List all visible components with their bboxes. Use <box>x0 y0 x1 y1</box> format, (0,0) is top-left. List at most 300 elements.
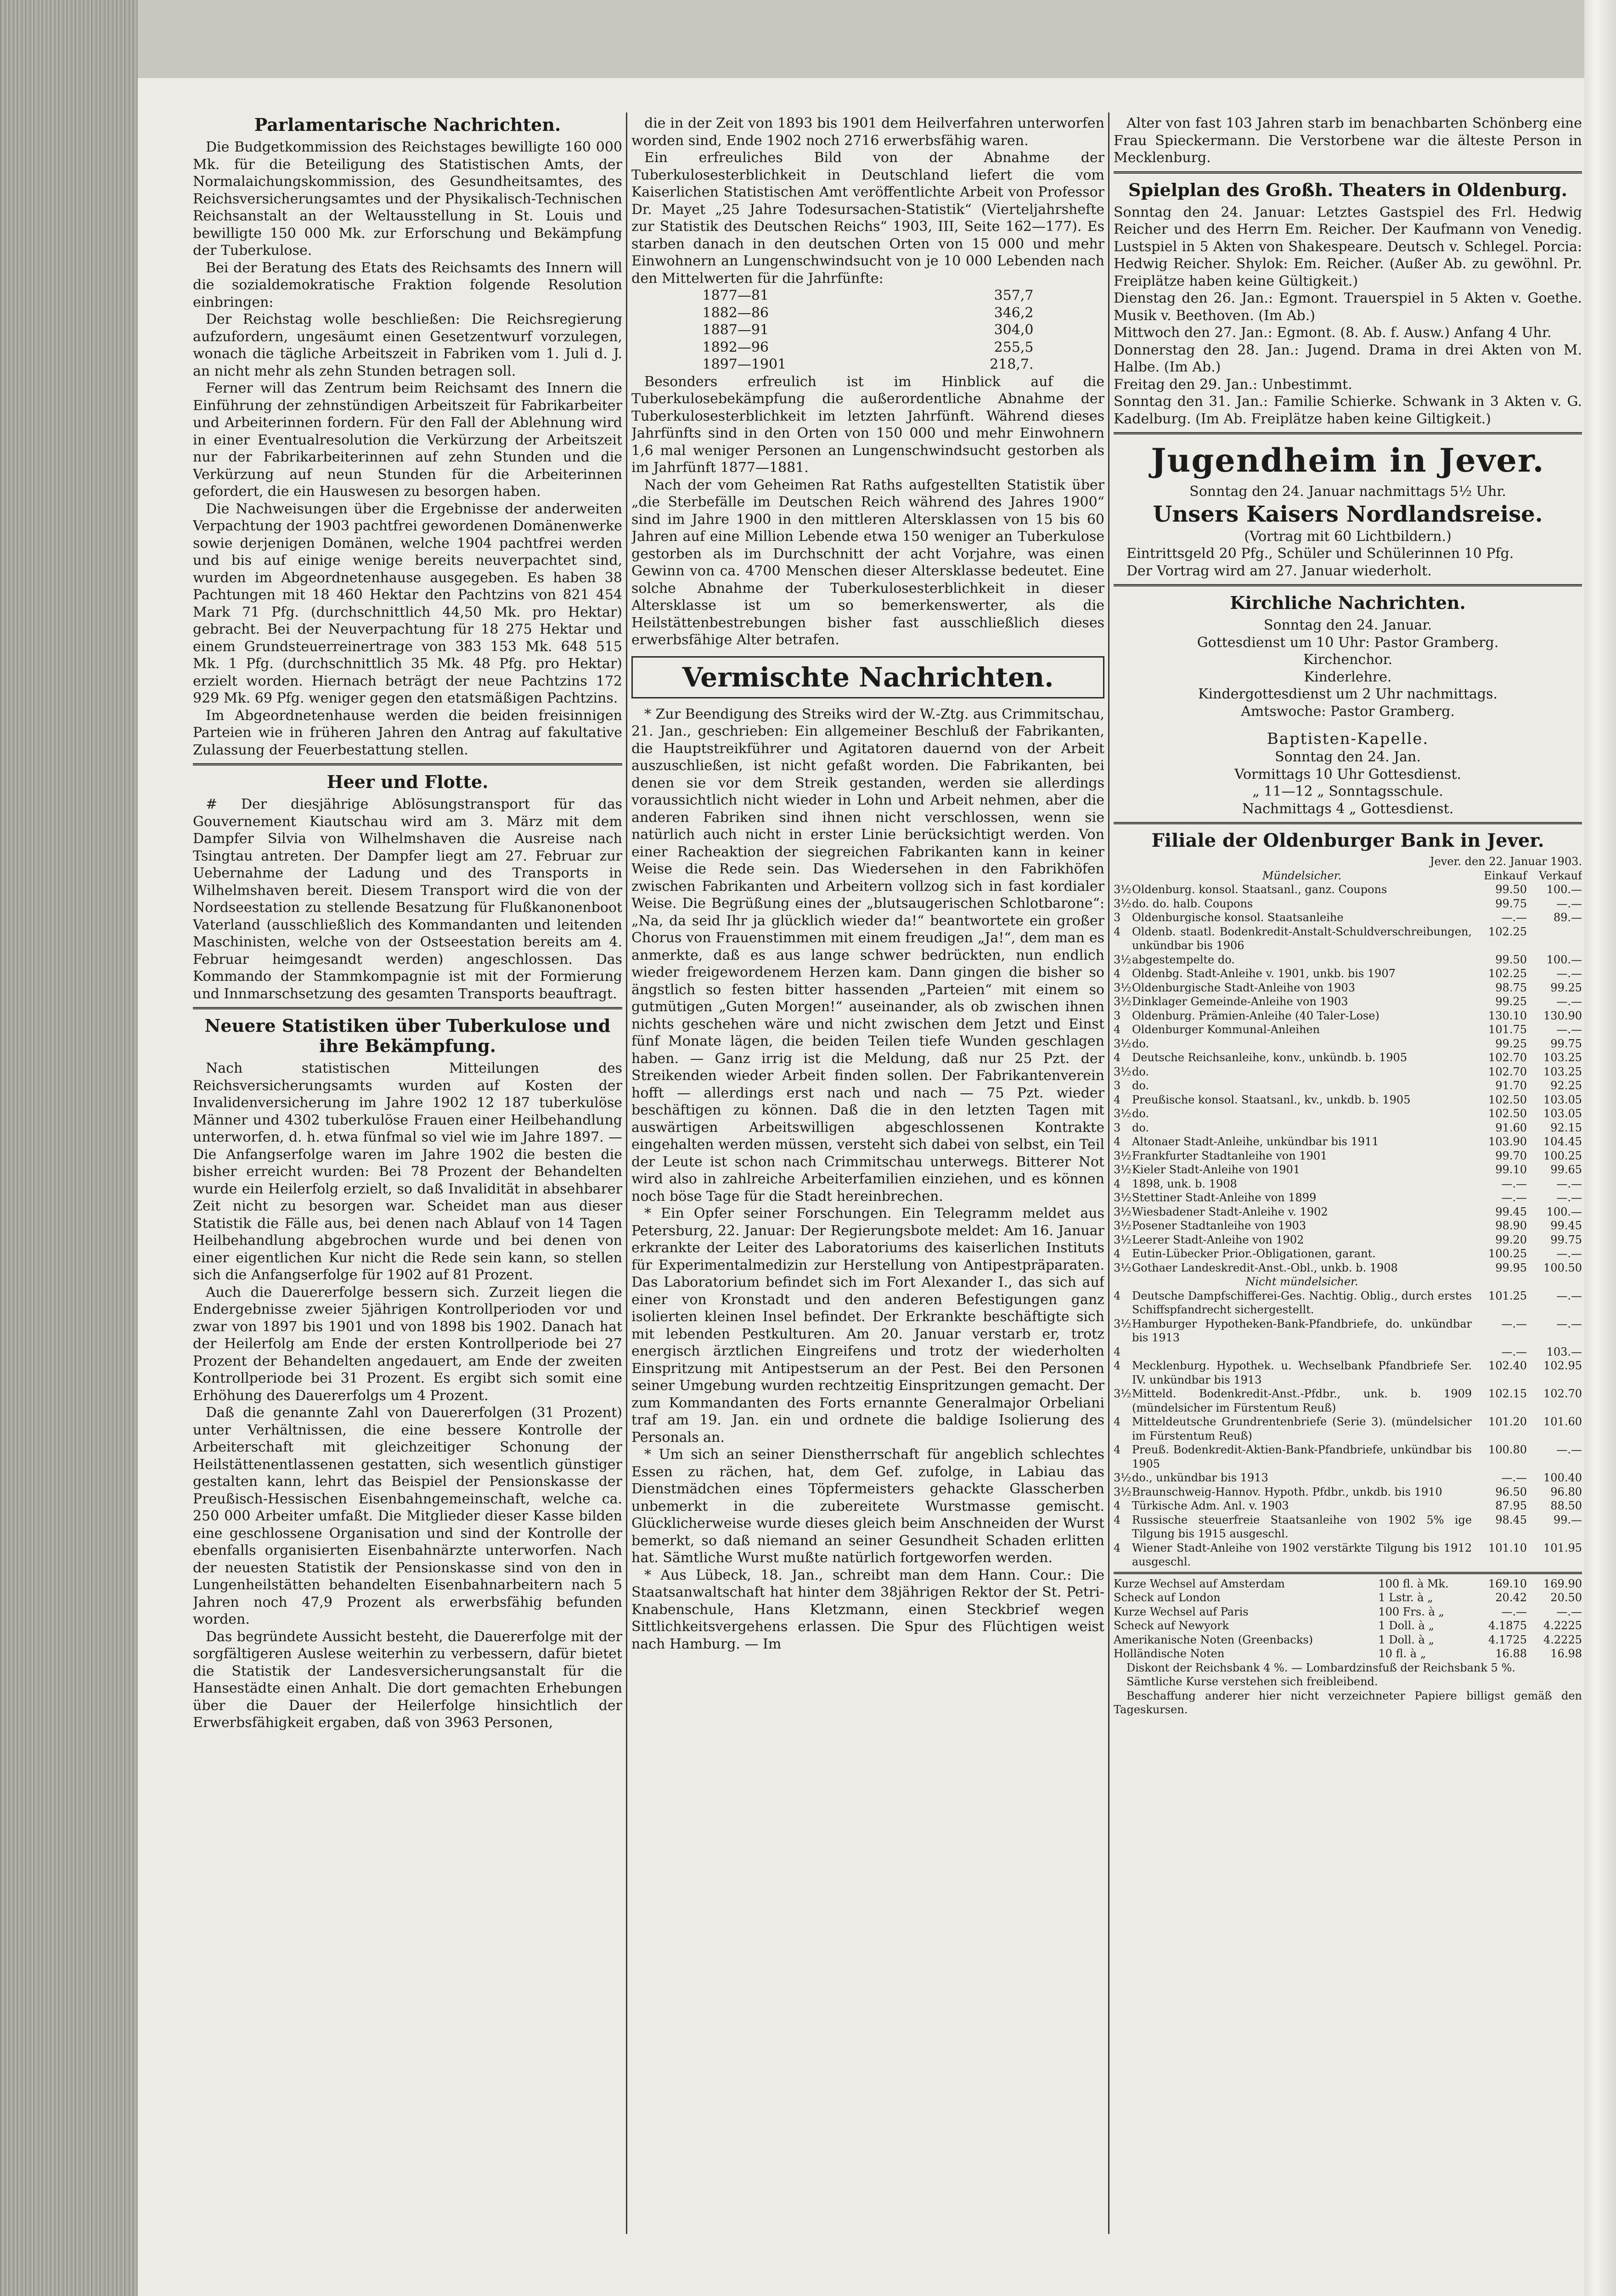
section-divider <box>193 763 622 765</box>
section-heading-tuberkulose: Neuere Statistiken über Tuberkulose und ihre Bekämpfung. <box>204 1015 611 1056</box>
column-header: Verkauf <box>1539 869 1582 882</box>
value-cell: 304,0 <box>994 322 1034 338</box>
fx-value-cell: 4.2225 <box>1543 1619 1582 1632</box>
rate-cell: 4 <box>1114 967 1121 980</box>
paragraph: Besonders erfreulich ist im Hinblick auf die Tuberkulosebekämpfung die außerordentliche Abnahme der Tuberkulosesterblichkeit im letzten Jahrfünft. Während dieses Jahrfünfts sind in den Orten von 150 000 und mehr Einwohnern 1,6 mal weniger Personen an Lungenschwindsucht gestorben als im Jahrfünft 1877—1881. <box>631 373 1104 476</box>
book-binding <box>0 0 138 2296</box>
security-cell: Oldenb. staatl. Bodenkredit-Anstalt-Schuldverschreibungen, unkündbar bis 1906 <box>1132 925 1472 952</box>
table-row <box>1114 1219 1582 1233</box>
price-cell <box>1527 925 1582 953</box>
security-cell: Gothaer Landeskredit-Anst.-Obl., unkb. b. 1908 <box>1132 1261 1398 1274</box>
security-cell: do. <box>1132 1121 1149 1134</box>
table-row <box>1114 1163 1582 1177</box>
paragraph: Der Reichstag wolle beschließen: Die Reichsregierung aufzufordern, ungesäumt einen Gesetzentwurf vorzulegen, wonach die tägliche Arbeitszeit in Fabriken vom 1. Juli d. J. an nicht mehr als zehn Stunden betragen soll. <box>193 311 622 379</box>
table-row <box>1114 911 1582 925</box>
table-row <box>1114 1359 1582 1387</box>
table-row <box>1114 1135 1582 1149</box>
theater-schedule <box>1114 204 1582 428</box>
table-row <box>1114 1289 1582 1317</box>
bank-rows-2 <box>1114 1289 1582 1569</box>
value-cell: 346,2 <box>994 304 1034 321</box>
price-cell: 87.95 <box>1495 1499 1527 1512</box>
rate-cell: 3½ <box>1114 1191 1132 1204</box>
price-cell: 99.50 <box>1495 883 1527 896</box>
paragraph: * Ein Opfer seiner Forschungen. Ein Telegramm meldet aus Petersburg, 22. Januar: Der Regierungsbote meldet: Am 16. Januar erkrankte der Leiter des Laboratoriums des kaiserlichen Instituts für Experimentalmedizin zur Herstellung von Antipestpräparaten. Das Laboratorium befindet sich im Fort Alexander I., das sich auf einer von Kronstadt und den anderen Befestigungen ganz isolierten kleinen Insel befindet. Der Erkrankte beschäftigte sich mit lebenden Pestkulturen. Am 20. Januar verstarb er, trotz energisch ärztlichen Eingreifens und trotz der wiederholten Einspritzung mit Antipestserum an der Pest. Bei den Personen seiner Umgebung wurden rechtzeitig Einspritzungen gemacht. Der zum Kommandanten des Forts ernannte Generalmajor Orbeliani traf am 19. Jan. ein und ordnete die baldige Isolierung des Personals an. <box>631 1205 1104 1446</box>
security-cell: Deutsche Dampfschifferei-Ges. Nachtig. Oblig., durch erstes Schiffspfandrecht sichergestellt. <box>1132 1289 1472 1316</box>
price-cell: 102.50 <box>1488 1093 1527 1106</box>
paragraph: Im Abgeordnetenhause werden die beiden freisinnigen Parteien wie in früheren Jahren den Antrag auf fakultative Zulassung der Feuerbestattung stellen. <box>193 707 622 758</box>
price-cell: 99.25 <box>1495 995 1527 1008</box>
price-cell: 98.45 <box>1495 1513 1527 1526</box>
rate-cell: 4 <box>1114 1247 1121 1260</box>
price-cell: 130.90 <box>1543 1009 1582 1022</box>
years-cell: 1892—96 <box>702 339 769 355</box>
price-cell: 102.40 <box>1488 1359 1527 1372</box>
price-cell: 99.70 <box>1495 1149 1527 1162</box>
table-row <box>703 339 1034 356</box>
price-cell: 99.25 <box>1495 1037 1527 1050</box>
schedule-item: Mittwoch den 27. Jan.: Egmont. (8. Ab. f. Ausw.) Anfang 4 Uhr. <box>1114 325 1552 341</box>
price-cell: 101.20 <box>1488 1415 1527 1428</box>
table-row <box>1114 1205 1582 1219</box>
rate-cell: 4 <box>1114 1177 1121 1190</box>
fx-row <box>1114 1591 1582 1605</box>
church-line: Amtswoche: Pastor Gramberg. <box>1241 703 1455 720</box>
price-cell: 98.90 <box>1495 1219 1527 1232</box>
security-cell: Preuß. Bodenkredit-Aktien-Bank-Pfandbriefe, unkündbar bis 1905 <box>1132 1443 1472 1470</box>
fx-label-cell: Amerikanische Noten (Greenbacks) <box>1114 1633 1313 1646</box>
section-divider <box>1114 171 1582 174</box>
rate-cell: 4 <box>1114 1415 1121 1428</box>
rate-cell: 3½ <box>1114 1387 1132 1400</box>
table-row <box>1114 1387 1582 1415</box>
price-cell: 92.15 <box>1550 1121 1582 1134</box>
years-cell: 1877—81 <box>702 287 769 304</box>
column-rule-2 <box>1108 113 1109 2234</box>
page-edge <box>1584 0 1616 2296</box>
paragraph: Das begründete Aussicht besteht, die Dauererfolge mit der sorgfältigeren Auslese weiterhin zu verbessern, dafür bietet die Statistik der Landesversicherungsanstalt für die Hansestädte einen Anhalt. Die dort gemachten Erhebungen über die Dauer der Heilerfolge hinsichtlich der Erwerbsfähigkeit ergaben, daß von 3963 Personen, <box>193 1628 622 1731</box>
years-cell: 1887—91 <box>702 322 769 338</box>
security-cell: Leerer Stadt-Anleihe von 1902 <box>1132 1233 1304 1246</box>
price-cell: 99.50 <box>1495 953 1527 966</box>
table-row <box>703 287 1034 304</box>
security-cell: Türkische Adm. Anl. v. 1903 <box>1132 1499 1289 1512</box>
price-cell: 103.90 <box>1488 1135 1527 1148</box>
rate-cell: 3½ <box>1114 1219 1132 1232</box>
schedule-item: Sonntag den 24. Januar: Letztes Gastspiel des Frl. Hedwig Reicher und des Herrn Em. Reicher. Der Kaufmann von Venedig. Lustspiel in 5 Akten von Shakespeare. Deutsch v. Schlegel. Porcia: Hedwig Reicher. Shylok: Em. Reicher. (Außer Ab. zu gewöhnl. Pr. Freiplätze haben keine Gültigkeit.) <box>1114 204 1582 289</box>
fx-label-cell: 1 Lstr. à „ <box>1378 1591 1433 1604</box>
bank-quotes <box>1114 855 1582 1717</box>
fx-value-cell: 169.90 <box>1543 1577 1582 1590</box>
security-cell: Dinklager Gemeinde-Anleihe von 1903 <box>1132 995 1348 1008</box>
rate-cell: 3½ <box>1114 953 1132 966</box>
security-cell: Wiesbadener Stadt-Anleihe v. 1902 <box>1132 1205 1328 1218</box>
security-cell: Frankfurter Stadtanleihe von 1901 <box>1132 1149 1328 1162</box>
price-cell: —.— <box>1501 911 1527 924</box>
table-row <box>1114 1121 1582 1135</box>
church-line: Kinderlehre. <box>1304 669 1392 685</box>
church-line: Sonntag den 24. Januar. <box>1263 617 1432 633</box>
rate-cell: 3 <box>1114 1121 1121 1134</box>
table-row <box>1114 1093 1582 1107</box>
announcement-line: Sonntag den 24. Januar nachmittags 5½ Uhr. <box>1189 484 1506 500</box>
schedule-item: Donnerstag den 28. Jan.: Jugend. Drama in drei Akten von M. Halbe. (Im Ab.) <box>1114 342 1582 375</box>
paragraph: * Um sich an seiner Dienstherrschaft für angeblich schlechtes Essen zu rächen, hat, dem Gef. zufolge, in Labiau das Dienstmädchen eines Töpfermeisters gehackte Glasscherben unbemerkt in die zubereitete Wurstmasse gemischt. Glücklicherweise wurde dieses gleich beim Anschneiden der Wurst bemerkt, so daß niemand an seiner Gesundheit Schaden erlitten hat. Sämtliche Wurst mußte natürlich fortgeworfen werden. <box>631 1446 1104 1566</box>
security-cell: Oldenburg. konsol. Staatsanl., ganz. Coupons <box>1132 883 1387 896</box>
church-line: Gottesdienst um 10 Uhr: Pastor Gramberg. <box>1197 634 1499 651</box>
security-cell: Oldenburgische konsol. Staatsanleihe <box>1132 911 1344 924</box>
paragraph: Nach statistischen Mitteilungen des Reichsversicherungsamts wurden auf Kosten der Invalidenversicherung im Jahre 1902 12 187 tuberkulöse Männer und 4302 tuberkulöse Frauen einer Heilbehandlung unterworfen, d. h. etwa fünfmal so viel wie im Jahre 1897. — Die Anfangserfolge waren im Jahre 1902 die besten die bisher erreicht wurden: Bei 78 Prozent der Behandelten wurde ein Heilerfolg erzielt, so daß Invalidität in absehbarer Zeit nicht zu besorgen war. Scheidet man aus dieser Statistik die Fälle aus, bei denen nach Ablauf von 14 Tagen Heilbehandlung abgebrochen wurde und bei denen von einer eigentlichen Kur nicht die Rede sein kann, so stellen sich die Anfangserfolge für 1902 auf 81 Prozent. <box>193 1060 622 1283</box>
price-cell: 101.95 <box>1543 1541 1582 1554</box>
schedule-item: Freitag den 29. Jan.: Unbestimmt. <box>1114 376 1352 393</box>
baptist-line: Nachmittags 4 „ Gottesdienst. <box>1242 800 1454 817</box>
column-1 <box>193 115 622 2250</box>
rate-cell: 3 <box>1114 1079 1121 1092</box>
table-row <box>1114 1009 1582 1023</box>
rate-cell: 4 <box>1114 1513 1121 1526</box>
rate-cell: 4 <box>1114 1443 1121 1456</box>
price-cell: 99.65 <box>1550 1163 1582 1176</box>
table-row <box>1114 981 1582 995</box>
rate-cell: 3½ <box>1114 981 1132 994</box>
rate-cell: 4 <box>1114 1093 1121 1106</box>
bank-date: Jever. den 22. Januar 1903. <box>1430 855 1582 868</box>
table-row <box>1114 897 1582 911</box>
table-row <box>1114 995 1582 1009</box>
price-cell: 99.10 <box>1495 1163 1527 1176</box>
price-cell: 91.70 <box>1495 1079 1527 1092</box>
price-cell: 99.25 <box>1550 981 1582 994</box>
section-heading-parlament: Parlamentarische Nachrichten. <box>254 115 561 135</box>
paragraph: # Der diesjährige Ablösungstransport für das Gouvernement Kiautschau wird am 3. März mit dem Dampfer Silvia von Wilhelmshaven die Ausreise nach Tsingtau antreten. Der Dampfer liegt am 27. Februar zur Uebernahme der Ladung und des Transports in Wilhelmshaven bereit. Diesem Transport wird die von der Nordseestation zu stellende Besatzung für Flußkanonenboot Vaterland (ausschließlich des Kommandanten und leitenden Maschinisten, welche von der Ostseestation bereits am 4. Februar heimgesandt werden) angeschlossen. Das Kommando der Stammkompagnie ist mit der Formierung und Innmarschsetzung des gesamten Transports beauftragt. <box>193 796 622 1002</box>
security-cell: Mecklenburg. Hypothek. u. Wechselbank Pfandbriefe Ser. IV. unkündbar bis 1913 <box>1132 1359 1472 1386</box>
table-row <box>1114 953 1582 967</box>
rate-cell: 3½ <box>1114 1037 1132 1050</box>
fx-value-cell: —.— <box>1556 1605 1582 1618</box>
security-cell: Mitteld. Bodenkredit-Anst.-Pfdbr., unk. b. 1909 (mündelsicher im Fürstentum Reuß) <box>1132 1387 1472 1414</box>
paragraph: Auch die Dauererfolge bessern sich. Zurzeit liegen die Endergebnisse zweier 5jährigen Kontrollperioden vor und zwar von 1897 bis 1901 und von 1898 bis 1902. Danach hat der Heilerfolg am Ende der ersten Kontrollperiode bei 27 Prozent der Behandelten angedauert, am Ende der zweiten Kontrollperiode bei 31 Prozent. Es ergibt sich somit eine Erhöhung des Dauererfolgs um 4 Prozent. <box>193 1284 622 1404</box>
fx-label-cell: 1 Doll. à „ <box>1378 1619 1434 1632</box>
section-divider <box>1114 1572 1582 1574</box>
price-cell: 102.95 <box>1543 1359 1582 1372</box>
security-cell: Stettiner Stadt-Anleihe von 1899 <box>1132 1191 1317 1204</box>
fx-label-cell: Holländische Noten <box>1114 1647 1225 1660</box>
price-cell: 100.40 <box>1543 1471 1582 1484</box>
price-cell: 99.95 <box>1495 1261 1527 1274</box>
price-cell: —.— <box>1556 1023 1582 1036</box>
security-cell: Wiener Stadt-Anleihe von 1902 verstärkte Tilgung bis 1912 ausgeschl. <box>1132 1541 1472 1568</box>
bank-note: Diskont der Reichsbank 4 %. — Lombardzinsfuß der Reichsbank 5 %. <box>1126 1661 1515 1674</box>
table-header <box>1114 869 1582 883</box>
security-cell: Oldenburg. Prämien-Anleihe (40 Taler-Lose) <box>1132 1009 1380 1022</box>
table-row <box>1114 1247 1582 1261</box>
paragraph: Ein erfreuliches Bild von der Abnahme der Tuberkulosesterblichkeit in Deutschland liefert die vom Kaiserlichen Statistischen Amt veröffentlichte Arbeit von Professor Dr. Mayet „25 Jahre Todesursachen-Statistik“ (Vierteljahrshefte zur Statistik des Deutschen Reichs“ 1903, III, Seite 162—177). Es starben danach in den deutschen Orten von 15 000 und mehr Einwohnern an Lungenschwindsucht von je 10 000 Lebenden nach den Mittelwerten für die Jahrfünfte: <box>631 150 1104 287</box>
security-cell: do. <box>1132 1037 1149 1050</box>
table-row <box>1114 1037 1582 1051</box>
table-row <box>1114 1051 1582 1065</box>
fx-label-cell: Scheck auf Newyork <box>1114 1619 1229 1632</box>
fx-row <box>1114 1619 1582 1633</box>
price-cell: 103.25 <box>1543 1051 1582 1064</box>
paragraph: Daß die genannte Zahl von Dauererfolgen (31 Prozent) unter Verhältnissen, die eine bessere Kontrolle der Arbeiterschaft mit gleichzeitiger Schonung der Heilstättenentlassenen gestatten, sich wesentlich günstiger gestalten kann, lehrt das Beispiel der Pensionskasse der Preußisch-Hessischen Eisenbahngemeinschaft, welche ca. 250 000 Arbeiter umfaßt. Die Mitglieder dieser Kasse bilden eine geschlossene Organisation und sind der Kontrolle der ebenfalls organisierten Eisenbahnärzte unterworfen. Nach der neuesten Statistik der Pensionskasse sind von den in Lungenheilstätten behandelten Eisenbahnarbeitern nach 5 Jahren noch 47,9 Prozent als erwerbsfähig befunden worden. <box>193 1405 622 1627</box>
price-cell: 102.50 <box>1488 1107 1527 1120</box>
paragraph: Bei der Beratung des Etats des Reichsamts des Innern will die sozialdemokratische Fraktion folgende Resolution einbringen: <box>193 259 622 310</box>
price-cell: 100.25 <box>1543 1149 1582 1162</box>
price-cell: —.— <box>1501 1317 1527 1330</box>
rate-cell: 4 <box>1114 1289 1121 1302</box>
rate-cell: 4 <box>1114 1023 1121 1036</box>
section-divider <box>193 1007 622 1009</box>
security-cell: do. do. halb. Coupons <box>1132 897 1253 910</box>
rate-cell: 4 <box>1114 1051 1121 1064</box>
security-cell: do. <box>1132 1079 1149 1092</box>
price-cell: 96.80 <box>1550 1485 1582 1498</box>
price-cell: —.— <box>1556 1177 1582 1190</box>
security-cell: Oldenburgische Stadt-Anleihe von 1903 <box>1132 981 1356 994</box>
fx-label-cell: 100 fl. à Mk. <box>1378 1577 1449 1590</box>
security-cell: Russische steuerfreie Staatsanleihe von 1902 5% ige Tilgung bis 1915 ausgeschl. <box>1132 1513 1472 1540</box>
paragraph: Alter von fast 103 Jahren starb im benachbarten Schönberg eine Frau Spieckermann. Die Verstorbene war die älteste Person in Mecklenburg. <box>1114 115 1582 166</box>
rate-cell: 4 <box>1114 1345 1121 1358</box>
price-cell: —.— <box>1501 1471 1527 1484</box>
price-cell: —.— <box>1501 1345 1527 1358</box>
rate-cell: 3½ <box>1114 1471 1132 1484</box>
lecture-title: Unsers Kaisers Nordlandsreise. <box>1153 501 1543 527</box>
price-cell: 103.25 <box>1543 1065 1582 1078</box>
fx-label-cell: Kurze Wechsel auf Amsterdam <box>1114 1577 1285 1590</box>
rate-cell: 3½ <box>1114 1107 1132 1120</box>
jugendheim-heading: Jugendheim in Jever. <box>1151 441 1545 479</box>
price-cell: 96.50 <box>1495 1485 1527 1498</box>
table-row <box>1114 1317 1582 1345</box>
security-cell: Altonaer Stadt-Anleihe, unkündbar bis 1911 <box>1132 1135 1379 1148</box>
table-row <box>703 321 1034 339</box>
table-subheader <box>1114 1275 1582 1289</box>
price-cell: —.— <box>1556 1247 1582 1260</box>
price-cell: 102.25 <box>1488 967 1527 980</box>
bank-subheading: Mündelsicher. <box>1262 869 1342 882</box>
table-row <box>1114 1023 1582 1037</box>
schedule-item: Dienstag den 26. Jan.: Egmont. Trauerspiel in 5 Akten v. Goethe. Musik v. Beethoven. (Im Ab.) <box>1114 290 1582 324</box>
price-cell: 99.75 <box>1495 897 1527 910</box>
price-cell: 100.25 <box>1488 1247 1527 1260</box>
table-row <box>1114 1149 1582 1163</box>
baptist-line: Vormittags 10 Uhr Gottesdienst. <box>1234 766 1461 782</box>
announcement-line: Der Vortrag wird am 27. Januar wiederholt. <box>1126 563 1432 579</box>
paragraph: die in der Zeit von 1893 bis 1901 dem Heilverfahren unterworfen worden sind, Ende 1902 noch 2716 erwerbsfähig waren. <box>631 115 1104 149</box>
price-cell: 91.60 <box>1495 1121 1527 1134</box>
security-cell: Preußische konsol. Staatsanl., kv., unkdb. b. 1905 <box>1132 1093 1411 1106</box>
price-cell: 100.— <box>1546 1205 1582 1218</box>
paragraph: Ferner will das Zentrum beim Reichsamt des Innern die Einführung der zehnstündigen Arbeitszeit für Fabrikarbeiter und Arbeiterinnen fordern. Für den Fall der Ablehnung wird in einer Eventualresolution die Verkürzung der Arbeitszeit nur der Fabrikarbeiterinnen auf zehn Stunden und die Verkürzung auf neun Stunden für die Arbeiterinnen gefordert, die ein Hauswesen zu besorgen haben. <box>193 380 622 500</box>
price-cell: —.— <box>1556 1289 1582 1302</box>
table-row <box>1114 1415 1582 1443</box>
section-divider <box>1114 822 1582 824</box>
security-cell: do. <box>1132 1065 1149 1078</box>
table-row <box>703 304 1034 322</box>
bank-note: Sämtliche Kurse verstehen sich freibleibend. <box>1126 1675 1378 1688</box>
fx-row <box>1114 1605 1582 1619</box>
rate-cell: 3½ <box>1114 1233 1132 1246</box>
price-cell: —.— <box>1501 1177 1527 1190</box>
price-cell: 102.25 <box>1488 925 1527 938</box>
baptist-heading: Baptisten-Kapelle. <box>1267 730 1429 748</box>
paragraph: Nach der vom Geheimen Rat Raths aufgestellten Statistik über „die Sterbefälle im Deutschen Reich während des Jahres 1900“ sind im Jahre 1900 in den mittleren Altersklassen von 15 bis 60 Jahren auf eine Million Lebende etwa 150 weniger an Tuberkulose gestorben als im Durchschnitt der acht Vorjahre, was einen Gewinn von ca. 4700 Menschen dieser Altersklasse bedeutet. Eine solche Abnahme der Tuberkulosesterblichkeit in dieser Altersklasse ist um so bemerkenswerter, als die Heilstättenbestrebungen bisher fast ausschließlich dieses erwerbsfähige Alter betrafen. <box>631 477 1104 648</box>
price-cell: 103.05 <box>1543 1093 1582 1106</box>
fx-rows <box>1114 1577 1582 1661</box>
price-cell: 130.10 <box>1488 1009 1527 1022</box>
announcement-line: Eintrittsgeld 20 Pfg., Schüler und Schülerinnen 10 Pfg. <box>1126 546 1514 562</box>
column-3 <box>1114 115 1582 2250</box>
fx-label-cell: 10 fl. à „ <box>1378 1647 1426 1660</box>
table-row <box>1114 1177 1582 1191</box>
price-cell: 99.45 <box>1495 1205 1527 1218</box>
price-cell: 99.75 <box>1550 1037 1582 1050</box>
fx-value-cell: 4.1875 <box>1488 1619 1527 1632</box>
rate-cell: 3½ <box>1114 1065 1132 1078</box>
table-row <box>1114 1485 1582 1499</box>
fx-label-cell: Kurze Wechsel auf Paris <box>1114 1605 1249 1618</box>
column-header: Einkauf <box>1484 869 1527 882</box>
church-line: Kirchenchor. <box>1303 652 1393 668</box>
security-cell: 1898, unk. b. 1908 <box>1132 1177 1237 1190</box>
price-cell: 102.70 <box>1488 1065 1527 1078</box>
section-divider <box>1114 584 1582 586</box>
years-cell: 1897—1901 <box>702 356 787 372</box>
paragraph: * Aus Lübeck, 18. Jan., schreibt man dem Hann. Cour.: Die Staatsanwaltschaft hat hinter dem 38jährigen Rektor der St. Petri-Knabenschule, Hans Kletzmann, einen Steckbrief wegen Sittlichkeitsvergehens erlassen. Die Spur des Flüchtigen weist nach Hamburg. — Im <box>631 1567 1104 1652</box>
rate-cell: 3½ <box>1114 897 1132 910</box>
rate-cell: 3½ <box>1114 1163 1132 1176</box>
fx-value-cell: —.— <box>1501 1605 1527 1618</box>
price-cell: 99.45 <box>1550 1219 1582 1232</box>
table-row <box>1114 1499 1582 1513</box>
table-row <box>703 356 1034 373</box>
table-row <box>1114 1513 1582 1541</box>
table-row <box>1114 1261 1582 1275</box>
rate-cell: 3½ <box>1114 1205 1132 1218</box>
vermischte-box <box>631 656 1104 698</box>
security-cell: abgestempelte do. <box>1132 953 1235 966</box>
announcement-line: (Vortrag mit 60 Lichtbildern.) <box>1244 528 1452 545</box>
price-cell: 88.50 <box>1550 1499 1582 1512</box>
price-cell: —.— <box>1556 967 1582 980</box>
rate-cell: 3½ <box>1114 1149 1132 1162</box>
security-cell: Hamburger Hypotheken-Bank-Pfandbriefe, do. unkündbar bis 1913 <box>1132 1317 1472 1344</box>
table-row <box>1114 1345 1582 1359</box>
rate-cell: 3½ <box>1114 995 1132 1008</box>
security-cell <box>1132 1345 1472 1359</box>
bank-table <box>1114 869 1582 1569</box>
rate-cell: 3 <box>1114 1009 1121 1022</box>
bank-heading: Filiale der Oldenburger Bank in Jever. <box>1151 830 1544 851</box>
price-cell: —.— <box>1556 897 1582 910</box>
fx-value-cell: 169.10 <box>1488 1577 1527 1590</box>
value-cell: 218,7. <box>990 356 1034 372</box>
price-cell: 100.— <box>1546 883 1582 896</box>
table-row <box>1114 1541 1582 1569</box>
rate-cell: 3½ <box>1114 883 1132 896</box>
price-cell: 92.25 <box>1550 1079 1582 1092</box>
price-cell: 100.50 <box>1543 1261 1582 1274</box>
table-row <box>1114 1233 1582 1247</box>
fx-value-cell: 16.88 <box>1495 1647 1527 1660</box>
price-cell: 101.60 <box>1543 1415 1582 1428</box>
church-line: Kindergottesdienst um 2 Uhr nachmittags. <box>1198 686 1498 702</box>
table-row <box>1114 1065 1582 1079</box>
section-heading-theater: Spielplan des Großh. Theaters in Oldenburg. <box>1128 179 1567 200</box>
price-cell: 103.— <box>1546 1345 1582 1358</box>
price-cell: 99.75 <box>1550 1233 1582 1246</box>
price-cell: 98.75 <box>1495 981 1527 994</box>
column-2 <box>631 115 1104 2250</box>
price-cell: 104.45 <box>1543 1135 1582 1148</box>
mortality-table <box>703 287 1034 373</box>
table-row <box>1114 883 1582 897</box>
table-row <box>1114 1079 1582 1093</box>
rate-cell: 3½ <box>1114 1261 1132 1274</box>
rate-cell: 4 <box>1114 1499 1121 1512</box>
section-heading-heer: Heer und Flotte. <box>327 771 489 792</box>
bank-subheading: Nicht mündelsicher. <box>1245 1275 1358 1288</box>
fx-value-cell: 20.42 <box>1495 1591 1527 1604</box>
table-row <box>1114 1443 1582 1471</box>
fx-value-cell: 16.98 <box>1550 1647 1582 1660</box>
rate-cell: 4 <box>1114 1541 1121 1554</box>
price-cell: 101.75 <box>1488 1023 1527 1036</box>
price-cell: 100.80 <box>1488 1443 1527 1456</box>
table-row <box>1114 1471 1582 1485</box>
security-cell: do. <box>1132 1107 1149 1120</box>
paragraph: Die Nachweisungen über die Ergebnisse der anderweiten Verpachtung der 1903 pachtfrei gewordenen Domänenwerke sowie derjenigen Domänen, welche 1904 pachtfrei werden und bis auf einige wenige bereits neuverpachtet sind, wurden im Abgeordnetenhause ausgegeben. Es haben 38 Pachtungen mit 18 460 Hektar den Pachtzins von 821 454 Mark 71 Pfg. (durchschnittlich 44,50 Mk. pro Hektar) gebracht. Bei der Neuverpachtung für 18 275 Hektar und einem Grundsteuerreinertrage von 383 153 Mk. 648 515 Mk. 1 Pfg. (durchschnittlich 35 Mk. 48 Pfg. pro Hektar) erzielt worden. Hiernach beträgt der neue Pachtzins 172 929 Mk. 69 Pfg. weniger gegen den etatsmäßigen Pachtzins. <box>193 501 622 706</box>
security-cell: Posener Stadtanleihe von 1903 <box>1132 1219 1306 1232</box>
fx-label-cell: Scheck auf London <box>1114 1591 1221 1604</box>
fx-label-cell: 1 Doll. à „ <box>1378 1633 1434 1646</box>
security-cell: Oldenbg. Stadt-Anleihe v. 1901, unkb. bis 1907 <box>1132 967 1396 980</box>
security-cell: Kieler Stadt-Anleihe von 1901 <box>1132 1163 1301 1176</box>
section-heading-vermischte: Vermischte Nachrichten. <box>682 661 1054 693</box>
years-cell: 1882—86 <box>702 304 769 321</box>
price-cell: 102.70 <box>1543 1387 1582 1400</box>
bank-note: Beschaffung anderer hier nicht verzeichneter Papiere billigst gemäß den Tageskursen. <box>1114 1689 1582 1716</box>
value-cell: 255,5 <box>994 339 1034 355</box>
rate-cell: 4 <box>1114 1359 1121 1372</box>
fx-table <box>1114 1577 1582 1661</box>
baptist-line: „ 11—12 „ Sonntagsschule. <box>1252 783 1443 799</box>
security-cell: Braunschweig-Hannov. Hypoth. Pfdbr., unkdb. bis 1910 <box>1132 1485 1442 1498</box>
schedule-item: Sonntag den 31. Jan.: Familie Schierke. Schwank in 3 Akten v. G. Kadelburg. (Im Ab. Freiplätze haben keine Giltigkeit.) <box>1114 394 1582 427</box>
security-cell: Mitteldeutsche Grundrentenbriefe (Serie 3). (mündelsicher im Fürstentum Reuß) <box>1132 1415 1472 1442</box>
security-cell: Oldenburger Kommunal-Anleihen <box>1132 1023 1320 1036</box>
price-cell: 103.05 <box>1543 1107 1582 1120</box>
fx-row <box>1114 1577 1582 1591</box>
rate-cell: 4 <box>1114 925 1121 938</box>
rate-cell: 3½ <box>1114 1485 1132 1498</box>
price-cell: 100.— <box>1546 953 1582 966</box>
price-cell: 101.10 <box>1488 1541 1527 1554</box>
fx-value-cell: 4.2225 <box>1543 1633 1582 1646</box>
table-row <box>1114 967 1582 981</box>
price-cell: 89.— <box>1553 911 1582 924</box>
price-cell: —.— <box>1556 995 1582 1008</box>
rate-cell: 3 <box>1114 911 1121 924</box>
fx-value-cell: 4.1725 <box>1488 1633 1527 1646</box>
table-row <box>1114 925 1582 953</box>
fx-row <box>1114 1633 1582 1647</box>
fx-value-cell: 20.50 <box>1550 1591 1582 1604</box>
price-cell: —.— <box>1556 1443 1582 1456</box>
fx-row <box>1114 1647 1582 1661</box>
price-cell: —.— <box>1501 1191 1527 1204</box>
